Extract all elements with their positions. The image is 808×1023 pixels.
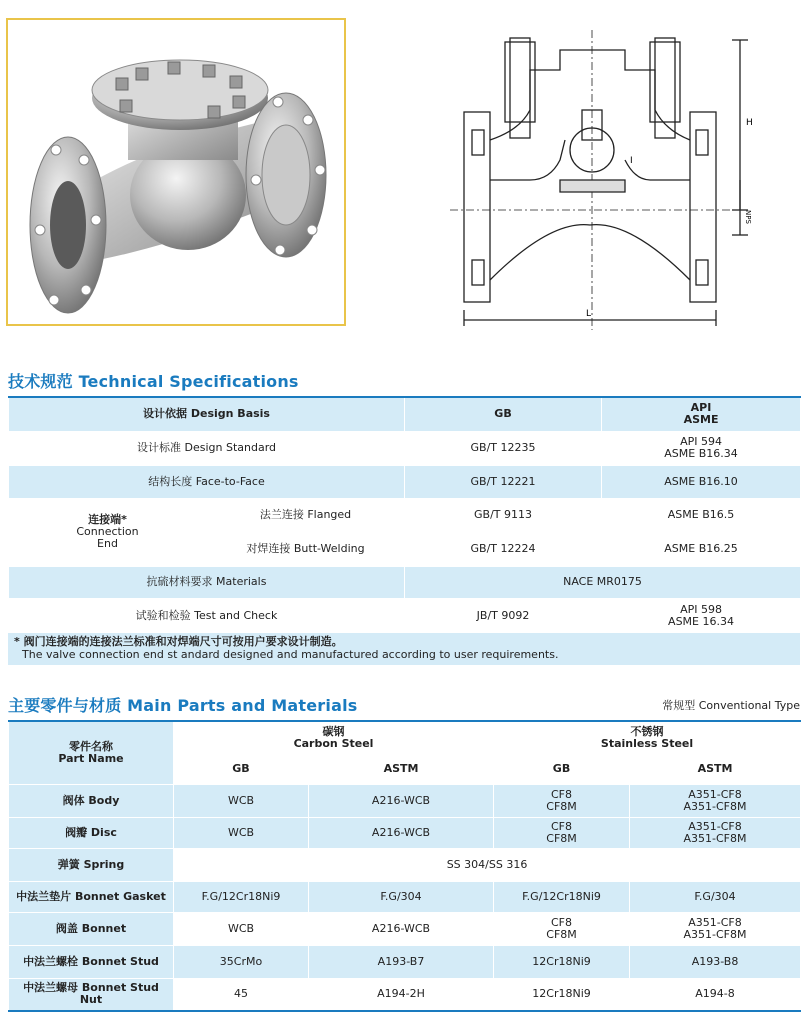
part-carbon-gb: WCB (174, 817, 309, 848)
spec-row-gb: GB/T 12235 (405, 431, 602, 465)
part-name: 阀瓣 Disc (9, 817, 174, 848)
parts-header-row (9, 721, 801, 754)
part-stainless-gb: CF8 CF8M (494, 912, 630, 945)
spec-header-row (9, 397, 801, 431)
spec-row (9, 566, 801, 598)
spec-row-std: API 598 ASME 16.34 (602, 598, 801, 634)
spec-row-std: ASME B16.5 (602, 498, 801, 532)
part-carbon-astm: A216-WCB (309, 784, 494, 817)
parts-row (9, 784, 801, 817)
part-carbon-gb: F.G/12Cr18Ni9 (174, 881, 309, 912)
part-stainless-gb: CF8 CF8M (494, 817, 630, 848)
footnote-cn: * 阀门连接端的连接法兰标准和对焊端尺寸可按用户要求设计制造。 (14, 635, 343, 648)
parts-row (9, 848, 801, 881)
spec-row (9, 465, 801, 498)
subheader-gb: GB (174, 754, 309, 784)
spec-header-api: API (690, 401, 712, 415)
spec-connection-end-label: 连接端* Connection End (9, 498, 207, 566)
part-carbon-astm: A216-WCB (309, 912, 494, 945)
parts-table (8, 720, 801, 1012)
part-stainless-astm: A194-8 (630, 978, 801, 1011)
spec-row-gb: JB/T 9092 (405, 598, 602, 634)
subheader-astm: ASTM (630, 754, 801, 784)
part-stainless-gb: 12Cr18Ni9 (494, 978, 630, 1011)
spec-row-label: 设计标准 Design Standard (9, 431, 405, 465)
dim-nps-label: NPS (744, 210, 752, 224)
parts-header-carbon: 碳钢 Carbon Steel (174, 721, 494, 754)
part-name: 中法兰螺栓 Bonnet Stud (9, 945, 174, 978)
part-name: 中法兰螺母 Bonnet Stud Nut (9, 978, 174, 1011)
part-name: 阀体 Body (9, 784, 174, 817)
spec-row-merged: NACE MR0175 (405, 566, 801, 598)
part-carbon-gb: WCB (174, 784, 309, 817)
part-stainless-astm: A351-CF8 A351-CF8M (630, 784, 801, 817)
spec-row-std: API 594 ASME B16.34 (602, 431, 801, 465)
part-carbon-gb: WCB (174, 912, 309, 945)
spec-header-gb: GB (405, 397, 602, 431)
parts-row (9, 945, 801, 978)
dim-l-label: L (586, 309, 592, 319)
spec-row-gb: GB/T 12221 (405, 465, 602, 498)
parts-row (9, 881, 801, 912)
spec-row-gb: GB/T 9113 (405, 498, 602, 532)
part-stainless-astm: A193-B8 (630, 945, 801, 978)
spec-table (8, 396, 801, 635)
spec-row-std: ASME B16.25 (602, 532, 801, 566)
part-carbon-gb: 35CrMo (174, 945, 309, 978)
spec-row (9, 431, 801, 465)
subheader-gb: GB (494, 754, 630, 784)
spec-row-label: 对焊连接 Butt-Welding (207, 532, 405, 566)
part-stainless-gb: F.G/12Cr18Ni9 (494, 881, 630, 912)
part-carbon-astm: A216-WCB (309, 817, 494, 848)
part-name: 中法兰垫片 Bonnet Gasket (9, 881, 174, 912)
part-merged-material: SS 304/SS 316 (174, 848, 801, 881)
part-name: 弹簧 Spring (9, 848, 174, 881)
part-stainless-astm: A351-CF8 A351-CF8M (630, 817, 801, 848)
parts-header-stainless: 不锈钢 Stainless Steel (494, 721, 801, 754)
parts-header-part-name: 零件名称 Part Name (9, 721, 174, 784)
spec-section-title: 技术规范 Technical Specifications (8, 372, 299, 391)
spec-header-basis: 设计依据 Design Basis (9, 397, 405, 431)
part-stainless-astm: F.G/304 (630, 881, 801, 912)
part-name: 阀盖 Bonnet (9, 912, 174, 945)
valve-cross-section-drawing (450, 30, 800, 330)
spec-row (9, 598, 801, 634)
subheader-astm: ASTM (309, 754, 494, 784)
spec-row-gb: GB/T 12224 (405, 532, 602, 566)
spec-header-api-asme (602, 397, 801, 431)
part-stainless-gb: 12Cr18Ni9 (494, 945, 630, 978)
part-stainless-gb: CF8 CF8M (494, 784, 630, 817)
spec-row-label: 试验和检验 Test and Check (9, 598, 405, 634)
parts-row (9, 817, 801, 848)
footnote-en: The valve connection end st andard designed and manufactured according to user requirements. (22, 648, 559, 661)
part-stainless-astm: A351-CF8 A351-CF8M (630, 912, 801, 945)
parts-row (9, 978, 801, 1011)
spec-header-asme: ASME (683, 413, 719, 427)
spec-row-label: 法兰连接 Flanged (207, 498, 405, 532)
spec-row-label: 抗硫材料要求 Materials (9, 566, 405, 598)
parts-row (9, 912, 801, 945)
spec-row (9, 498, 801, 532)
conventional-type-note: 常规型 Conventional Type (662, 699, 800, 712)
valve-photo-illustration (8, 20, 344, 324)
dim-h-label: H (746, 118, 753, 128)
dim-i-label: I (630, 156, 633, 166)
part-carbon-astm: A194-2H (309, 978, 494, 1011)
part-carbon-gb: 45 (174, 978, 309, 1011)
product-photo (6, 18, 346, 326)
part-carbon-astm: F.G/304 (309, 881, 494, 912)
spec-row-std: ASME B16.10 (602, 465, 801, 498)
spec-row-label: 结构长度 Face-to-Face (9, 465, 405, 498)
part-carbon-astm: A193-B7 (309, 945, 494, 978)
parts-section-title: 主要零件与材质 Main Parts and Materials (8, 696, 358, 715)
spec-footnote (8, 633, 800, 665)
